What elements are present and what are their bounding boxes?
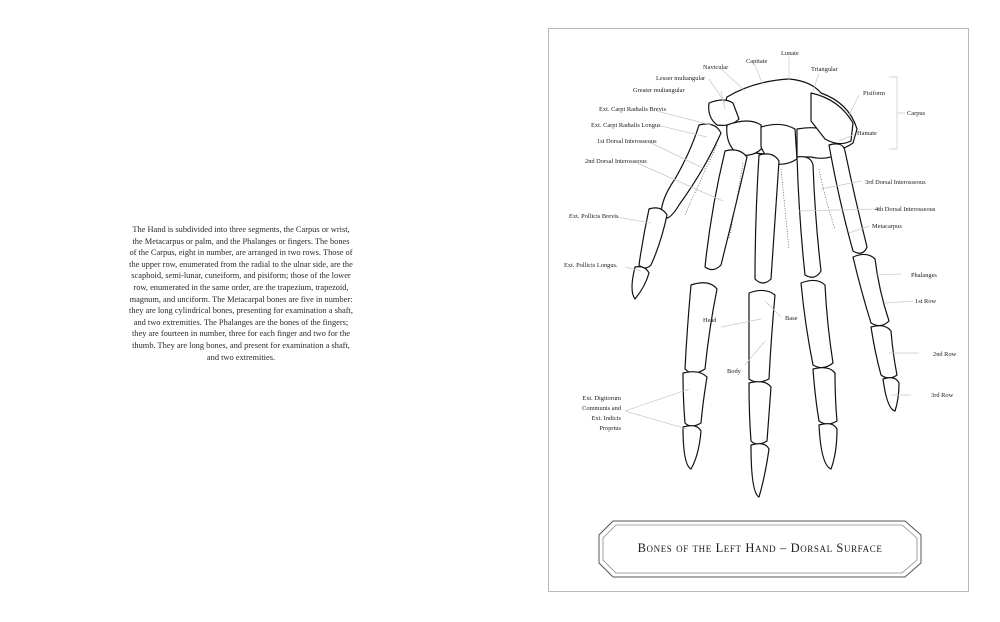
- anatomy-plate: [548, 28, 969, 592]
- label-head: Head: [703, 317, 717, 324]
- ring-proximal-phalanx: [801, 280, 833, 367]
- index-distal-phalanx: [683, 426, 701, 469]
- label-row-1: 1st Row: [915, 298, 937, 305]
- little-middle-phalanx: [871, 326, 897, 378]
- index-proximal-phalanx: [685, 283, 717, 373]
- metacarpal-ring: [797, 157, 821, 278]
- thumb-proximal-phalanx: [639, 208, 667, 268]
- label-ext-digitorum-line4: Proprius: [599, 425, 621, 432]
- interosseous-dotted-outline: [781, 169, 789, 249]
- hand-illustration: [549, 29, 970, 593]
- label-ext-pollicis-brevis: Ext. Pollicis Brevis: [569, 213, 619, 220]
- label-ext-carpi-radialis-brevis: Ext. Carpi Radialis Brevis: [599, 106, 667, 113]
- ring-distal-phalanx: [819, 424, 837, 469]
- label-triangular: Triangular: [811, 66, 838, 73]
- caption-cartouche: [599, 521, 921, 577]
- metacarpal-middle: [755, 154, 779, 283]
- label-carpus: Carpus: [907, 110, 926, 117]
- label-dorsal-interosseous-3: 3rd Dorsal Interosseous: [865, 179, 926, 186]
- label-body: Body: [727, 368, 741, 375]
- label-navicular: Navicular: [703, 64, 729, 71]
- label-ext-carpi-radialis-longus: Ext. Carpi Radialis Longus: [591, 122, 661, 129]
- index-middle-phalanx: [683, 372, 707, 426]
- ring-middle-phalanx: [813, 368, 837, 424]
- label-dorsal-interosseous-4: 4th Dorsal Interosseous: [875, 206, 936, 213]
- label-dorsal-interosseous-1: 1st Dorsal Interosseous: [597, 138, 657, 145]
- plate-caption: Bones of the Left Hand – Dorsal Surface: [637, 541, 883, 555]
- label-dorsal-interosseous-2: 2nd Dorsal Interosseous: [585, 158, 647, 165]
- label-ext-digitorum-line2: Communis and: [582, 405, 621, 412]
- interosseous-dotted-outline: [819, 169, 835, 229]
- metacarpal-little: [829, 144, 867, 253]
- label-ext-digitorum-line3: Ext. Indicis: [591, 415, 621, 422]
- label-base: Base: [785, 315, 798, 322]
- label-phalanges: Phalanges: [911, 272, 937, 279]
- label-row-3: 3rd Row: [931, 392, 954, 399]
- label-pisiform: Pisiform: [863, 90, 886, 97]
- middle-middle-phalanx: [749, 382, 771, 444]
- body-paragraph: The Hand is subdivided into three segments, the Carpus or wrist, the Metacarpus or palm, and the Phalanges or fingers. The bones of the Carpus, eight in number, are arranged in two rows. Those of the upper row, enumerated from the radial to the ulnar side, are the scaphoid, semi-lunar, cuneiform, and pisiform; those of the lower row, enumerated in the same order, are the trapezium, trapezoid, magnum, and unciform. The Metacarpal bones are five in number: they are long cylindrical bones, presenting for examination a shaft, and two extremities. The Phalanges are the bones of the fingers; they are fourteen in number, three for each finger and two for the thumb. They are long bones, and present for examination a shaft, and two extremities.: [129, 225, 353, 362]
- thumb-metacarpal: [661, 124, 721, 218]
- middle-distal-phalanx: [751, 444, 769, 497]
- label-hamate: Hamate: [857, 130, 877, 137]
- hand-bones: [632, 79, 899, 497]
- label-capitate: Capitate: [746, 58, 768, 65]
- label-ext-pollicis-longus: Ext. Pollicis Longus.: [564, 262, 618, 269]
- label-ext-digitorum-line1: Ext. Digitorum: [582, 395, 621, 402]
- little-distal-phalanx: [883, 378, 899, 411]
- label-lesser-multangular: Lesser multangular: [656, 75, 706, 82]
- middle-proximal-phalanx: [749, 290, 775, 382]
- label-greater-multangular: Greater multangular: [633, 87, 685, 94]
- label-row-2: 2nd Row: [933, 351, 957, 358]
- label-metacarpus: Metacarpus: [872, 223, 902, 230]
- little-proximal-phalanx: [853, 254, 889, 325]
- metacarpal-index: [705, 150, 747, 270]
- thumb-distal-phalanx: [632, 267, 649, 299]
- label-lunate: Lunate: [781, 50, 799, 57]
